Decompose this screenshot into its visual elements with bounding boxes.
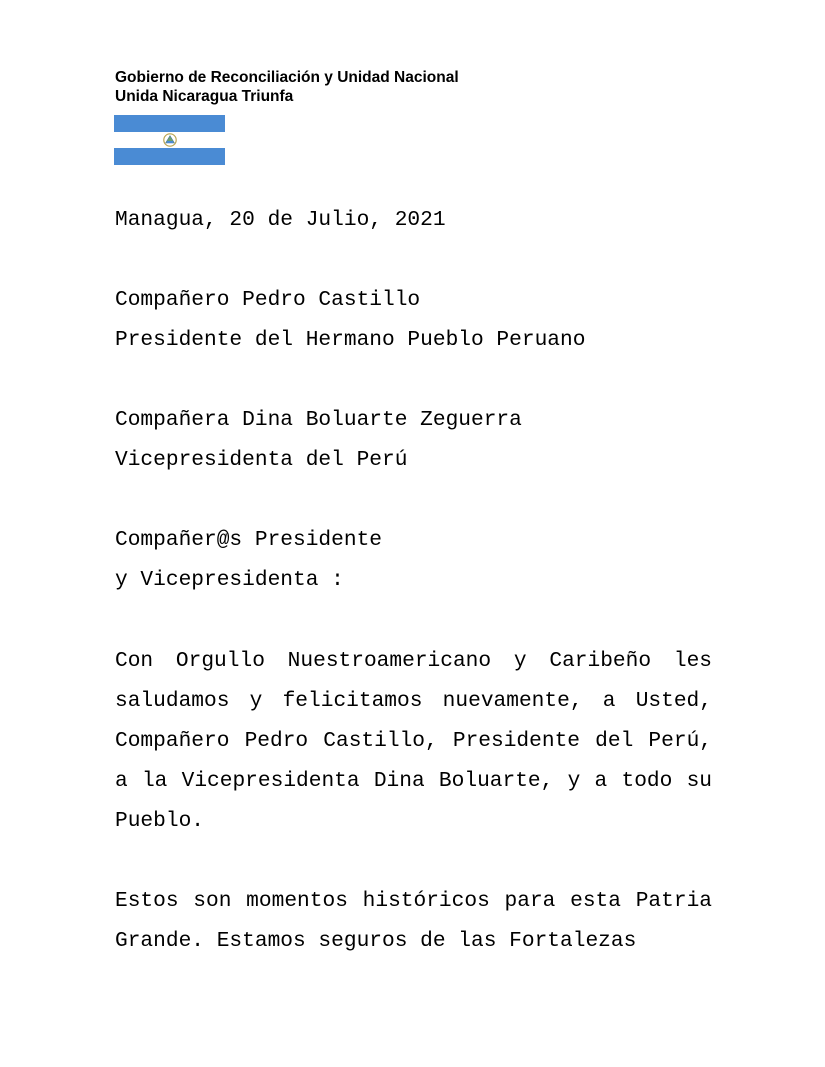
letter-date: Managua, 20 de Julio, 2021: [115, 208, 446, 232]
flag-top-band: [114, 115, 225, 132]
coat-of-arms-icon: [162, 132, 178, 148]
salutation-line-2: y Vicepresidenta :: [115, 568, 344, 592]
letter-paragraph-1: Con Orgullo Nuestroamericano y Caribeño les saludamos y felicitamos nuevamente, a Usted, Compañero Pedro Castillo, Presidente del Perú, a la Vicepresidenta Dina Boluarte, y a todo su Pueblo.: [115, 649, 712, 833]
salutation-line-1: Compañer@s Presidente: [115, 528, 383, 552]
letterhead: [115, 68, 459, 106]
flag-bottom-band: [114, 148, 225, 165]
recipient-2-title: Vicepresidenta del Perú: [115, 448, 408, 472]
recipient-1-title: Presidente del Hermano Pueblo Peruano: [115, 328, 586, 352]
letterhead-government-name: Gobierno de Reconciliación y Unidad Nacional: [115, 69, 459, 86]
recipient-1-name: Compañero Pedro Castillo: [115, 288, 421, 312]
recipient-2-name: Compañera Dina Boluarte Zeguerra: [115, 408, 522, 432]
letter-paragraph-2: Estos son momentos históricos para esta Patria Grande. Estamos seguros de las Fortalezas: [115, 889, 712, 953]
letterhead-slogan: Unida Nicaragua Triunfa: [115, 88, 294, 105]
nicaragua-flag-icon: [114, 115, 225, 165]
